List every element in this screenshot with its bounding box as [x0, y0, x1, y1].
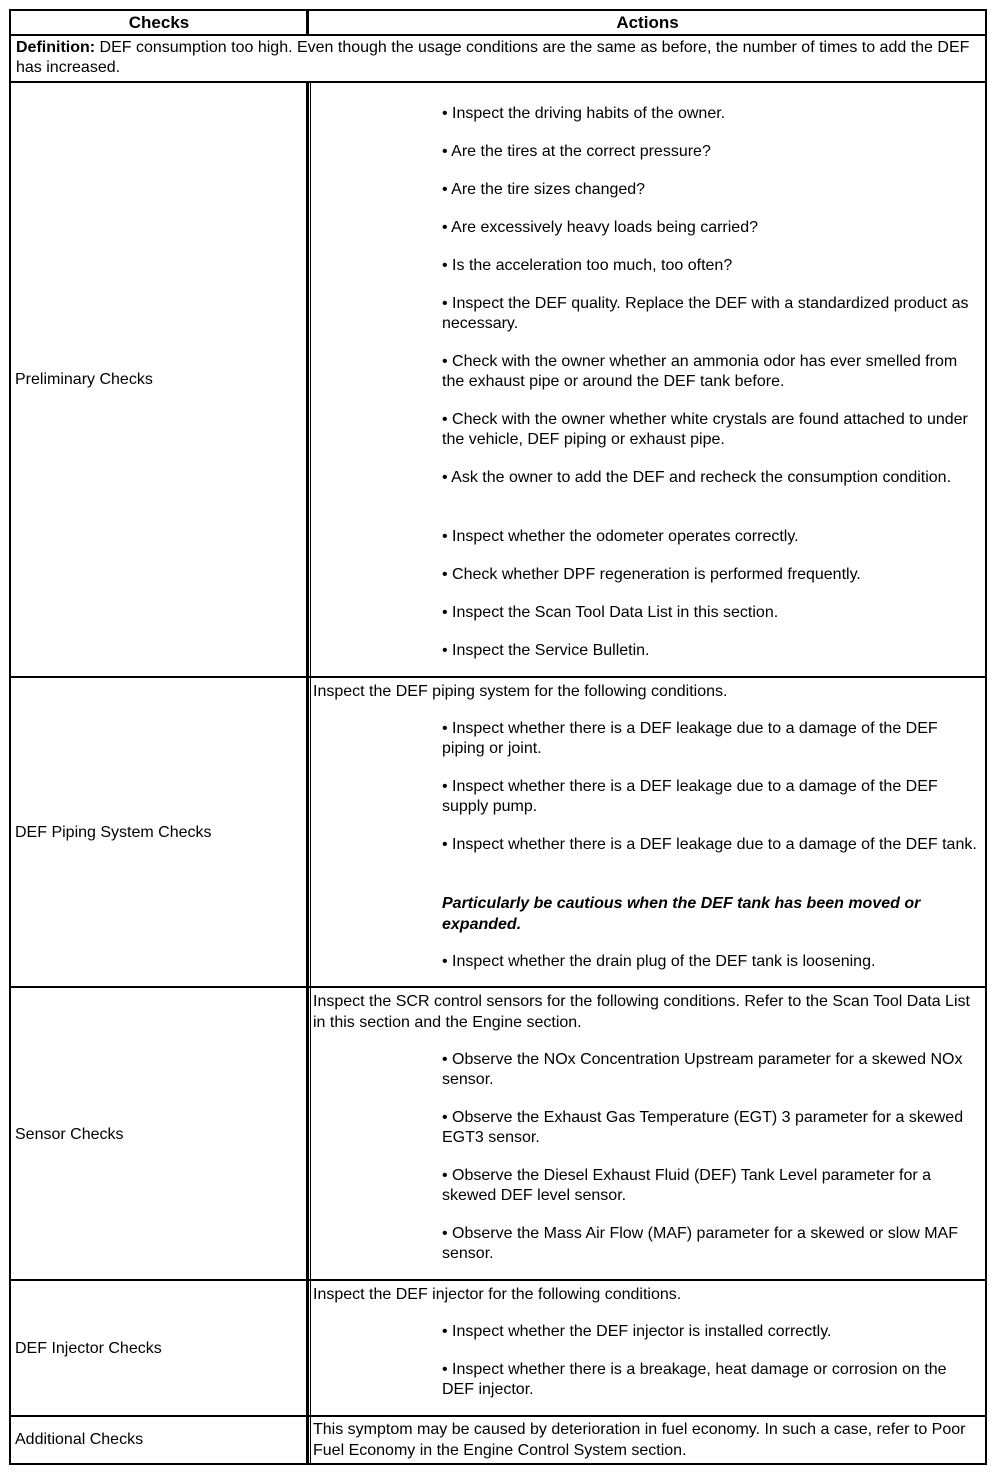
check-label-additional: Additional Checks — [15, 1431, 144, 1448]
check-label-preliminary: Preliminary Checks — [15, 371, 153, 388]
list-item: • Inspect the driving habits of the owner. — [442, 105, 726, 122]
caution-note: Particularly be cautious when the DEF tank has been moved or expanded. — [442, 895, 921, 933]
divider — [9, 676, 987, 678]
column-divider — [306, 81, 309, 1465]
list-item: • Ask the owner to add the DEF and recheck the consumption condition. — [442, 469, 952, 486]
list-item: • Are the tire sizes changed? — [442, 181, 646, 198]
list-item: • Observe the Mass Air Flow (MAF) parameter for a skewed or slow MAF sensor. — [442, 1225, 958, 1262]
check-label-def-injector: DEF Injector Checks — [15, 1340, 162, 1357]
list-item: • Inspect whether the odometer operates correctly. — [442, 528, 799, 545]
list-item: • Are the tires at the correct pressure? — [442, 143, 711, 160]
section-intro: Inspect the SCR control sensors for the following conditions. Refer to the Scan Tool Data List in this section and the Engine section. — [313, 993, 970, 1031]
divider — [9, 986, 987, 988]
list-item: • Check whether DPF regeneration is performed frequently. — [442, 566, 861, 583]
column-header-actions: Actions — [616, 13, 679, 32]
divider — [9, 81, 987, 83]
section-intro: This symptom may be caused by deterioration in fuel economy. In such a case, refer to Poor Fuel Economy in the Engine Control System section. — [313, 1421, 966, 1459]
list-item: • Inspect whether there is a DEF leakage due to a damage of the DEF supply pump. — [442, 778, 938, 815]
section-intro: Inspect the DEF injector for the following conditions. — [313, 1286, 682, 1303]
list-item: • Check with the owner whether an ammonia odor has ever smelled from the exhaust pipe or around the DEF tank before. — [442, 353, 958, 390]
list-item: • Inspect the Service Bulletin. — [442, 642, 650, 659]
list-item: • Observe the NOx Concentration Upstream parameter for a skewed NOx sensor. — [442, 1051, 963, 1088]
list-item: • Inspect the Scan Tool Data List in this section. — [442, 604, 779, 621]
list-item: • Inspect whether the drain plug of the DEF tank is loosening. — [442, 953, 876, 970]
divider — [9, 1279, 987, 1281]
list-item: • Check with the owner whether white crystals are found attached to under the vehicle, DEF piping or exhaust pipe. — [442, 411, 968, 448]
list-item: • Are excessively heavy loads being carried? — [442, 219, 758, 236]
list-item: • Inspect whether there is a DEF leakage due to a damage of the DEF tank. — [442, 836, 977, 853]
divider — [9, 34, 987, 36]
check-label-def-piping: DEF Piping System Checks — [15, 824, 212, 841]
list-item: • Inspect the DEF quality. Replace the DEF with a standardized product as necessary. — [442, 295, 969, 332]
check-label-sensor: Sensor Checks — [15, 1126, 124, 1143]
definition-text: DEF consumption too high. Even though the usage conditions are the same as before, the number of times to add the DEF has increased. — [16, 39, 970, 76]
list-item: • Is the acceleration too much, too often? — [442, 257, 733, 274]
list-item: • Inspect whether there is a DEF leakage due to a damage of the DEF piping or joint. — [442, 720, 938, 757]
list-item: • Observe the Exhaust Gas Temperature (EGT) 3 parameter for a skewed EGT3 sensor. — [442, 1109, 964, 1146]
divider — [9, 1415, 987, 1417]
column-header-checks: Checks — [128, 13, 190, 32]
list-item: • Inspect whether the DEF injector is installed correctly. — [442, 1323, 832, 1340]
column-divider — [310, 81, 311, 1465]
list-item: • Inspect whether there is a breakage, heat damage or corrosion on the DEF injector. — [442, 1361, 947, 1398]
definition-label: Definition: — [16, 39, 96, 56]
list-item: • Observe the Diesel Exhaust Fluid (DEF) Tank Level parameter for a skewed DEF level sensor. — [442, 1167, 932, 1204]
definition-row — [16, 38, 976, 78]
section-intro: Inspect the DEF piping system for the following conditions. — [313, 683, 728, 700]
